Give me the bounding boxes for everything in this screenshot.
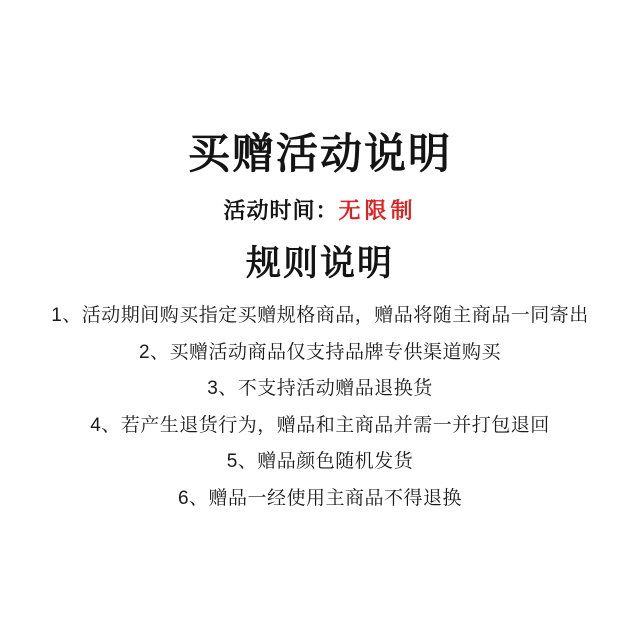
rule-item-4: 4、若产生退货行为，赠品和主商品并需一并打包退回 xyxy=(90,414,550,436)
activity-time-row xyxy=(223,197,416,224)
rules-heading: 规则说明 xyxy=(245,244,394,283)
rule-item-5: 5、赠品颜色随机发货 xyxy=(226,451,414,473)
rule-item-6: 6、赠品一经使用主商品不得退换 xyxy=(177,487,463,509)
activity-time-label: 活动时间： xyxy=(223,198,339,223)
page-title: 买赠活动说明 xyxy=(187,130,452,177)
rule-item-1: 1、活动期间购买指定买赠规格商品，赠品将随主商品一同寄出 xyxy=(51,305,589,326)
activity-time-value: 无限制 xyxy=(338,198,417,223)
rule-item-3: 3、不支持活动赠品退换货 xyxy=(207,378,433,400)
rules-list xyxy=(0,298,640,518)
rule-item-2: 2、买赠活动商品仅支持品牌专供渠道购买 xyxy=(138,341,502,363)
